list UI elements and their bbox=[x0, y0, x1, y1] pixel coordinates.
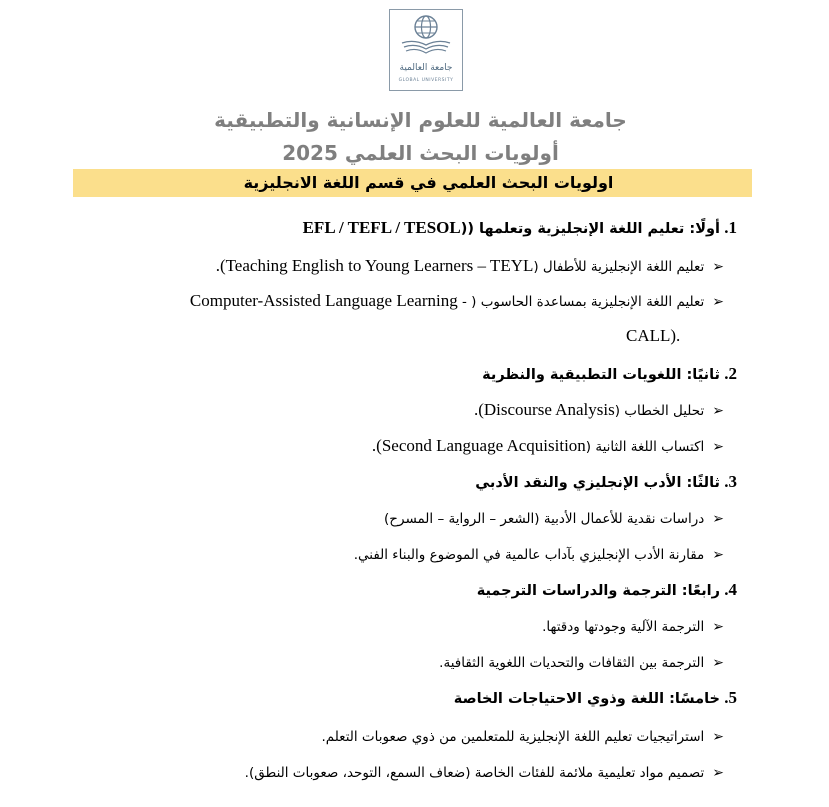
arrow-bullet-icon: ➢ bbox=[712, 547, 724, 563]
list-item bbox=[245, 760, 724, 785]
item-text: الترجمة بين الثقافات والتحديات اللغوية الثقافية. bbox=[439, 655, 705, 671]
section-title: أولًا: تعليم اللغة الإنجليزية وتعلمها (( bbox=[460, 221, 720, 237]
section-title: خامسًا: اللغة وذوي الاحتياجات الخاصة bbox=[453, 691, 720, 707]
priorities-title: أولويات البحث العلمي 2025 bbox=[282, 141, 559, 165]
item-text: تعليم اللغة الإنجليزية بمساعدة الحاسوب ( - bbox=[461, 294, 705, 310]
section-number: 3. bbox=[724, 472, 737, 491]
section-heading-4 bbox=[477, 578, 737, 603]
item-english-text: Computer-Assisted Language Learning bbox=[189, 291, 458, 310]
section-heading-1 bbox=[303, 216, 737, 241]
arrow-bullet-icon: ➢ bbox=[712, 403, 724, 419]
list-item bbox=[190, 289, 724, 314]
item-text: تصميم مواد تعليمية ملائمة للفئات الخاصة (ضعاف السمع، التوحد، صعوبات النطق). bbox=[244, 765, 705, 781]
item-text: مقارنة الأدب الإنجليزي بآداب عالمية في الموضوع والبناء الفني. bbox=[353, 547, 705, 563]
section-number: 4. bbox=[724, 580, 737, 599]
section-heading-3 bbox=[475, 470, 737, 495]
section-title: ثالثًا: الأدب الإنجليزي والنقد الأدبي bbox=[475, 475, 720, 491]
section-number: 1. bbox=[724, 218, 737, 237]
section-heading-2 bbox=[482, 362, 737, 387]
item-text: تعليم اللغة الإنجليزية للأطفال ( bbox=[533, 259, 705, 275]
section-number: 5. bbox=[724, 688, 737, 707]
arrow-bullet-icon: ➢ bbox=[712, 259, 724, 275]
arrow-bullet-icon: ➢ bbox=[712, 439, 724, 455]
section-number: 2. bbox=[724, 364, 737, 383]
item-text: تحليل الخطاب ( bbox=[614, 403, 705, 419]
item-text: دراسات نقدية للأعمال الأدبية (الشعر – الرواية – المسرح) bbox=[384, 511, 705, 527]
item-text: اكتساب اللغة الثانية ( bbox=[585, 439, 705, 455]
item-continuation: CALL). bbox=[626, 326, 681, 345]
globe-book-logo-icon bbox=[390, 10, 462, 62]
list-item bbox=[439, 650, 724, 675]
logo-arabic-text: جامعة العالمية bbox=[399, 63, 453, 73]
arrow-bullet-icon: ➢ bbox=[712, 655, 724, 671]
list-item bbox=[372, 434, 724, 459]
department-banner bbox=[73, 169, 752, 197]
arrow-bullet-icon: ➢ bbox=[712, 619, 724, 635]
list-item bbox=[474, 398, 724, 423]
university-title: جامعة العالمية للعلوم الإنسانية والتطبيقية bbox=[214, 108, 627, 132]
arrow-bullet-icon: ➢ bbox=[712, 729, 724, 745]
item-tail: ). bbox=[371, 436, 382, 455]
section-heading-5 bbox=[454, 686, 737, 711]
section-title: رابعًا: الترجمة والدراسات الترجمية bbox=[476, 583, 720, 599]
arrow-bullet-icon: ➢ bbox=[712, 294, 724, 310]
list-item bbox=[542, 614, 724, 639]
list-item bbox=[384, 506, 724, 531]
logo-english-text: GLOBAL UNIVERSITY bbox=[398, 78, 454, 83]
item-tail: ). bbox=[473, 400, 484, 419]
item-english-text: Discourse Analysis bbox=[483, 400, 615, 419]
item-english-text: Second Language Acquisition bbox=[381, 436, 586, 455]
arrow-bullet-icon: ➢ bbox=[712, 765, 724, 781]
section-title: ثانيًا: اللغويات التطبيقية والنظرية bbox=[482, 367, 720, 383]
item-tail: ). bbox=[215, 256, 226, 275]
item-english-text: Teaching English to Young Learners – TEYL bbox=[225, 256, 534, 275]
list-item bbox=[354, 542, 724, 567]
arrow-bullet-icon: ➢ bbox=[712, 511, 724, 527]
list-item bbox=[216, 254, 724, 279]
item-text: استراتيجيات تعليم اللغة الإنجليزية للمتعلمين من ذوي صعوبات التعلم. bbox=[321, 729, 705, 745]
section-title-english: EFL / TEFL / TESOL bbox=[302, 218, 461, 237]
department-banner-text: اولويات البحث العلمي في قسم اللغة الانجليزية bbox=[243, 173, 614, 192]
university-logo bbox=[389, 9, 463, 91]
item-text: الترجمة الآلية وجودتها ودقتها. bbox=[542, 619, 705, 635]
list-item bbox=[321, 724, 724, 749]
